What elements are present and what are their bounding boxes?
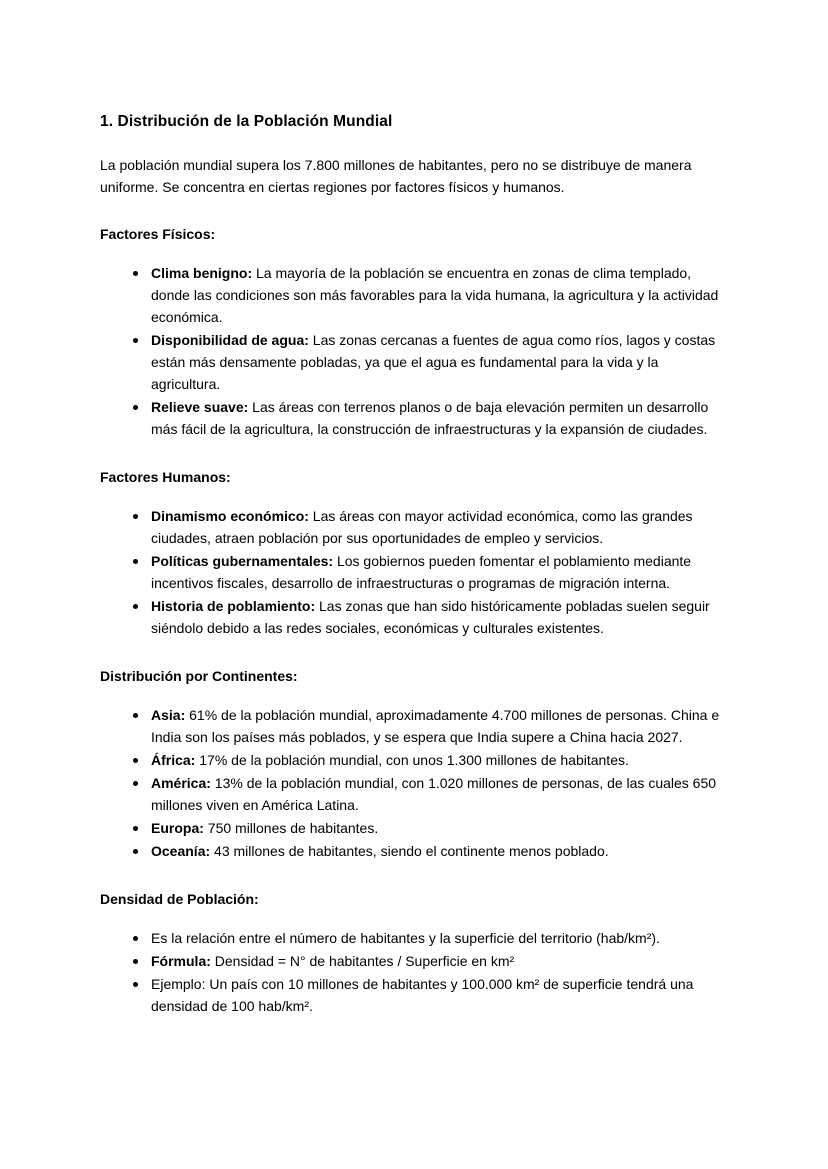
section-heading: Densidad de Población:	[100, 890, 259, 907]
intro-paragraph: La población mundial supera los 7.800 millones de habitantes, pero no se distribuye de manera uniforme. Se concentra en ciertas regiones por factores físicos y humanos.	[100, 156, 692, 195]
list-item-lead: Asia:	[151, 706, 186, 723]
bullet-list	[100, 263, 728, 441]
list-item-lead: Fórmula:	[151, 952, 211, 969]
list-item-lead: África:	[151, 751, 196, 768]
list-item-text: Las áreas con terrenos planos o de baja elevación permiten un desarrollo más fácil de la agricultura, la construcción de infraestructuras y la expansión de ciudades.	[151, 399, 709, 438]
list-item	[100, 773, 728, 817]
list-item	[100, 818, 728, 840]
list-item-lead: Dinamismo económico:	[151, 508, 309, 525]
list-item	[100, 506, 728, 550]
list-item-lead: Europa:	[151, 819, 204, 836]
sections-container	[100, 224, 728, 1017]
list-item-text: 17% de la población mundial, con unos 1.300 millones de habitantes.	[195, 751, 629, 768]
list-item-lead: Políticas gubernamentales:	[151, 552, 334, 569]
list-item-text: Las áreas con mayor actividad económica, como las grandes ciudades, atraen población por sus oportunidades de empleo y servicios.	[151, 508, 693, 547]
list-item-lead: Clima benigno:	[151, 265, 253, 282]
list-item	[100, 397, 728, 441]
list-item-text: Las zonas que han sido históricamente pobladas suelen seguir siéndolo debido a las redes sociales, económicas y culturales existentes.	[151, 597, 710, 636]
list-item	[100, 705, 728, 749]
list-item	[100, 596, 728, 640]
bullet-list	[100, 928, 728, 1018]
list-item-text: 13% de la población mundial, con 1.020 millones de personas, de las cuales 650 millones viven en América Latina.	[151, 774, 717, 813]
list-item-text: Los gobiernos pueden fomentar el poblamiento mediante incentivos fiscales, desarrollo de infraestructuras o programas de migración interna.	[151, 552, 692, 591]
section-heading: Distribución por Continentes:	[100, 667, 298, 684]
list-item	[100, 928, 728, 950]
bullet-list	[100, 506, 728, 640]
list-item-text: 61% de la población mundial, aproximadamente 4.700 millones de personas. China e India son los países más poblados, y se espera que India supere a China hacia 2027.	[151, 706, 720, 745]
list-item	[100, 750, 728, 772]
list-item-lead: Relieve suave:	[151, 399, 249, 416]
list-item-lead: Disponibilidad de agua:	[151, 332, 309, 349]
list-item-text: Las zonas cercanas a fuentes de agua como ríos, lagos y costas están más densamente pobladas, ya que el agua es fundamental para la vida y la agricultura.	[151, 332, 716, 393]
bullet-list	[100, 705, 728, 863]
list-item-lead: Oceanía:	[151, 842, 211, 859]
page-title: 1. Distribución de la Población Mundial	[100, 113, 393, 130]
list-item	[100, 263, 728, 329]
section-heading: Factores Físicos:	[100, 226, 216, 243]
list-item-text: La mayoría de la población se encuentra en zonas de clima templado, donde las condiciones son más favorables para la vida humana, la agricultura y la actividad económica.	[151, 265, 719, 326]
list-item-text: Densidad = N° de habitantes / Superficie en km²	[210, 952, 515, 969]
list-item-text: 43 millones de habitantes, siendo el continente menos poblado.	[210, 842, 609, 859]
section-heading: Factores Humanos:	[100, 469, 231, 486]
list-item-lead: Historia de poblamiento:	[151, 597, 316, 614]
list-item	[100, 330, 728, 396]
list-item-text: Ejemplo: Un país con 10 millones de habitantes y 100.000 km² de superficie tendrá una densidad de 100 hab/km².	[151, 975, 694, 1014]
list-item	[100, 951, 728, 973]
list-item-text: Es la relación entre el número de habitantes y la superficie del territorio (hab/km²).	[151, 929, 660, 946]
list-item-lead: América:	[151, 774, 211, 791]
list-item	[100, 551, 728, 595]
list-item	[100, 841, 728, 863]
list-item-text: 750 millones de habitantes.	[203, 819, 379, 836]
list-item	[100, 974, 728, 1018]
